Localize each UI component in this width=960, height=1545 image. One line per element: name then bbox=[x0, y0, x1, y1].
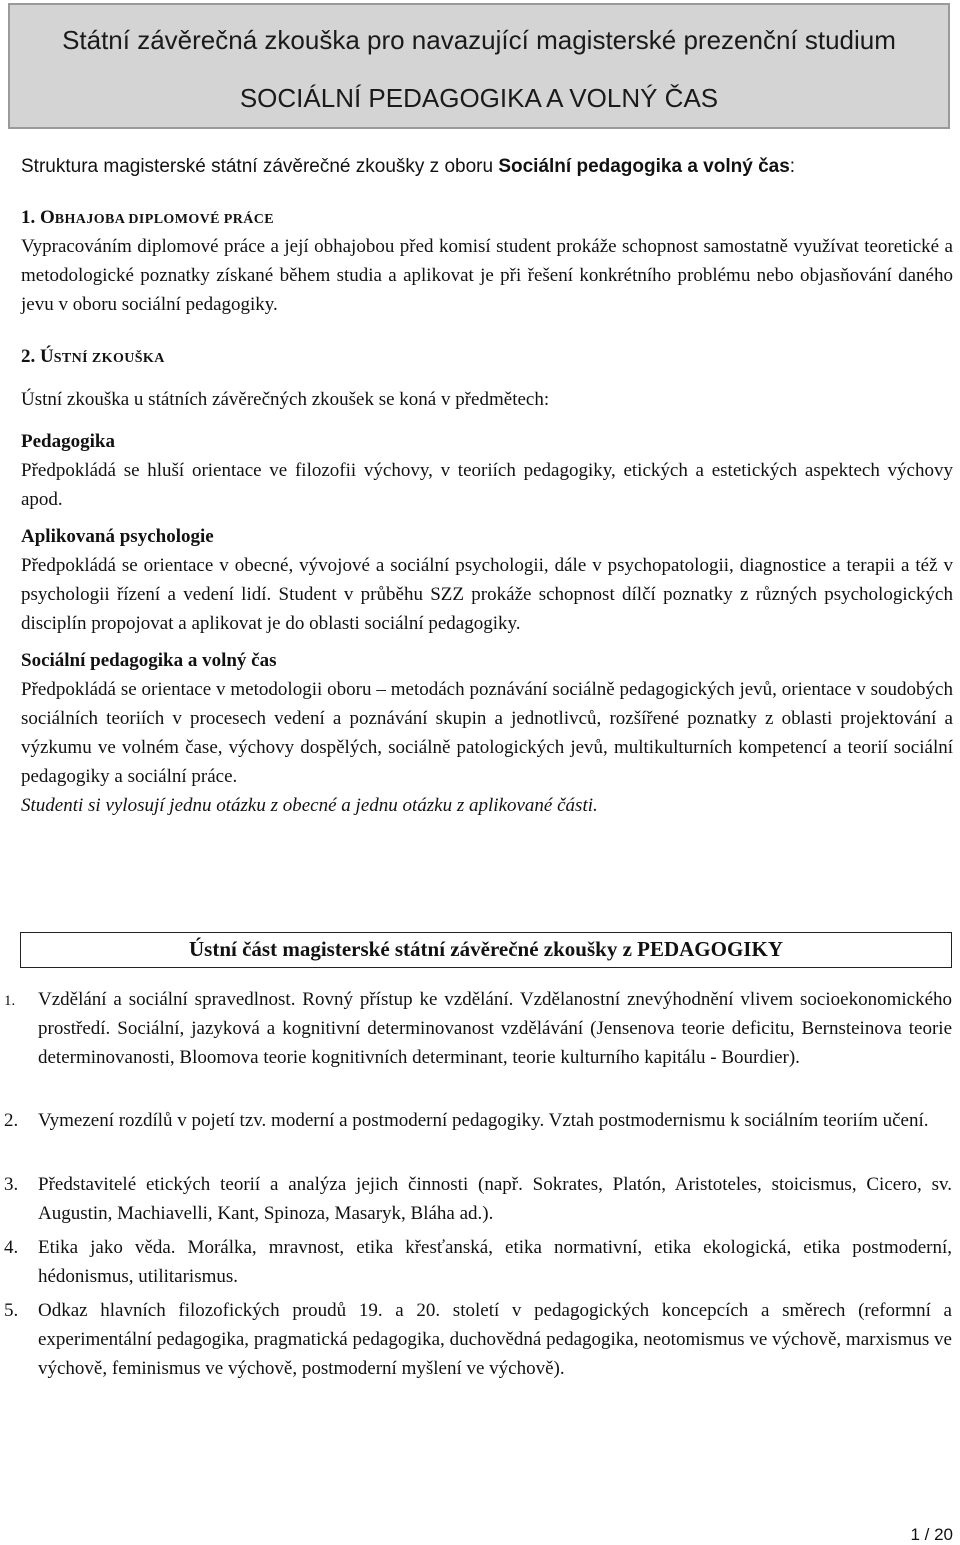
section-2-title: STNÍ ZKOUŠKA bbox=[53, 351, 165, 366]
list-item-number: 2. bbox=[4, 1110, 19, 1131]
section-1-heading bbox=[21, 203, 953, 234]
exam-note: Studenti si vylosují jednu otázku z obecné a jednu otázku z aplikované části. bbox=[21, 795, 598, 816]
page-number: 1 / 20 bbox=[910, 1525, 953, 1544]
subject-socialni-pedagogika bbox=[21, 646, 953, 820]
intro-text: Struktura magisterské státní závěrečné zkoušky z oboru bbox=[21, 156, 499, 177]
subject-body: Předpokládá se hluší orientace ve filozofii výchovy, v teoriích pedagogiky, etických a estetických aspektech výchovy apod. bbox=[21, 460, 953, 510]
list-item-text: Vzdělání a sociální spravedlnost. Rovný přístup ke vzdělání. Vzdělanostní znevýhodnění vlivem socioekonomického prostředí. Sociální, jazyková a kognitivní determinovanost vzdělávání (Jensenova teorie deficitu, Bernsteinova teorie determinovanosti, Bloomova teorie kognitivních determinant, teorie kulturního kapitálu - Bourdier). bbox=[38, 989, 952, 1068]
subject-title: Sociální pedagogika a volný čas bbox=[21, 650, 277, 671]
header-subtitle: SOCIÁLNÍ PEDAGOGIKA A VOLNÝ ČAS bbox=[239, 83, 719, 113]
list-item-text: Vymezení rozdílů v pojetí tzv. moderní a postmoderní pedagogiky. Vztah postmodernismu k sociálním teoriím učení. bbox=[38, 1110, 929, 1131]
section-1-number: 1. bbox=[21, 207, 36, 228]
section-2-heading bbox=[21, 342, 953, 373]
subject-body: Předpokládá se orientace v obecné, vývojové a sociální psychologii, dále v psychopatologii, diagnostice a terapii a též v psychologii řízení a vedení lidí. Student v průběhu SZZ prokáže schopnost dílčí poznatky z různých psychologických disciplín propojovat a aplikovat je do oblasti sociální pedagogiky. bbox=[21, 555, 953, 634]
intro-bold: Sociální pedagogika a volný čas bbox=[498, 156, 790, 177]
subject-psychologie bbox=[21, 522, 953, 638]
document-header bbox=[8, 3, 950, 129]
section-1-initial: O bbox=[40, 207, 55, 228]
section-2-number: 2. bbox=[21, 346, 36, 367]
section-1 bbox=[21, 203, 953, 319]
section-1-title: BHAJOBA DIPLOMOVÉ PRÁCE bbox=[54, 212, 274, 227]
list-item-number: 3. bbox=[4, 1174, 19, 1195]
subject-body: Předpokládá se orientace v metodologii oboru – metodách poznávání sociálně pedagogických jevů, orientace v soudobých sociálních teoriích v procesech vedení a poznávání skupin a jednotlivců, rozšířené poznatky z oblasti projektování a výzkumu ve volném čase, výchovy dospělých, sociálně patologických jevů, multikulturních kompetencí a teorií sociální pedagogiky a sociální práce. bbox=[21, 679, 953, 787]
list-item-text: Etika jako věda. Morálka, mravnost, etika křesťanská, etika normativní, etika ekologická, etika postmoderní, hédonismus, utilitarismus. bbox=[38, 1237, 952, 1287]
list-item-number: 1. bbox=[4, 993, 16, 1009]
intro-line bbox=[21, 152, 953, 181]
intro-end: : bbox=[789, 156, 796, 177]
list-item-text: Odkaz hlavních filozofických proudů 19. a 20. století v pedagogických koncepcích a směrech (reformní a experimentální pedagogika, pragmatická pedagogika, duchovědná pedagogika, neotomismus ve výchově, marxismus ve výchově, feminismus ve výchově, postmoderní myšlení ve výchově). bbox=[38, 1300, 952, 1379]
list-item-text: Představitelé etických teorií a analýza jejich činnosti (např. Sokrates, Platón, Aristoteles, stoicismus, Cicero, sv. Augustin, Machiavelli, Kant, Spinoza, Masaryk, Bláha ad.). bbox=[38, 1174, 952, 1224]
topic-title-box bbox=[20, 932, 952, 968]
section-1-body: Vypracováním diplomové práce a její obhajobou před komisí student prokáže schopnost samostatně využívat teoretické a metodologické poznatky získané během studia a aplikovat je při řešení konkrétního problému nebo objasňování daného jevu v oboru sociální pedagogiky. bbox=[21, 236, 953, 315]
subject-pedagogika bbox=[21, 427, 953, 514]
subject-title: Pedagogika bbox=[21, 431, 115, 452]
section-2 bbox=[21, 342, 953, 820]
subject-title: Aplikovaná psychologie bbox=[21, 526, 214, 547]
section-2-initial: Ú bbox=[40, 346, 54, 367]
topic-title: Ústní část magisterské státní závěrečné zkoušky z PEDAGOGIKY bbox=[189, 937, 783, 961]
section-2-intro: Ústní zkouška u státních závěrečných zkoušek se koná v předmětech: bbox=[21, 389, 550, 410]
header-title: Státní závěrečná zkouška pro navazující magisterské prezenční studium bbox=[62, 25, 896, 55]
list-item-number: 5. bbox=[4, 1300, 19, 1321]
list-item-number: 4. bbox=[4, 1237, 19, 1258]
